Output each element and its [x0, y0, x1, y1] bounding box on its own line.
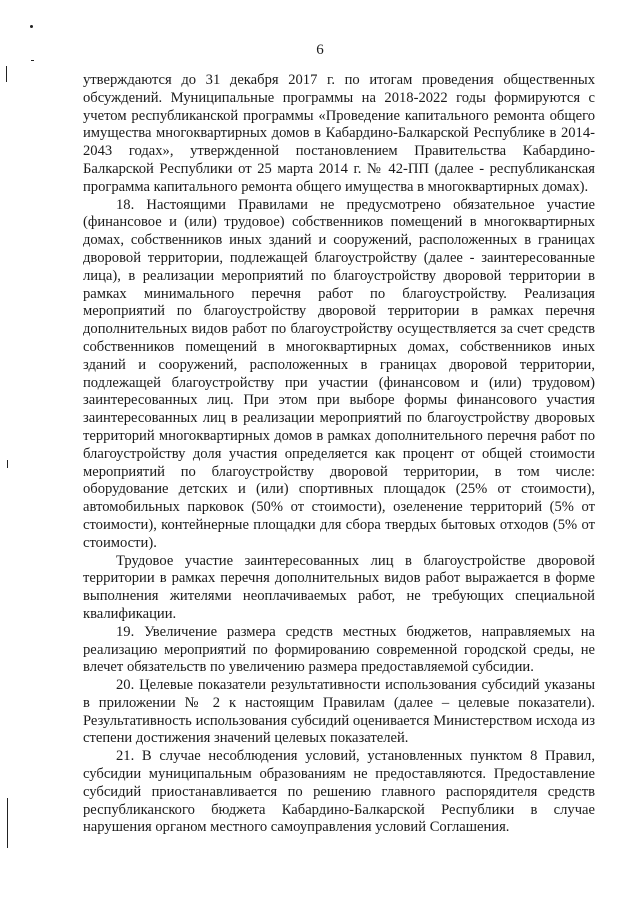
paragraph-19: 19. Увеличение размера средств местных бюджетов, направляемых на реализацию мероприятий по формированию современной городской среды, не влечет обязательств по увеличению размера предоставляемой субсидии.	[83, 623, 595, 676]
scan-mark-bar	[6, 66, 7, 82]
paragraph-labor-participation: Трудовое участие заинтересованных лиц в благоустройстве дворовой территории в рамках перечня дополнительных видов работ выражается в форме выполнения жителями неоплачиваемых работ, не требующих специальной квалификации.	[83, 552, 595, 622]
scan-mark-tick	[7, 460, 8, 468]
paragraph-18: 18. Настоящими Правилами не предусмотрено обязательное участие (финансовое и (или) трудовое) собственников помещений в многоквартирных домах, собственников иных зданий и сооружений, расположенных в границах дворовой территории, подлежащей благоустройству (далее - заинтересованные лица), в реализации мероприятий по благоустройству дворовой территории в рамках минимального перечня работ по благоустройству. Реализация мероприятий по благоустройству дворовой территории в рамках перечня дополнительных видов работ по благоустройству осуществляется за счет средств собственников помещений в многоквартирных домах, собственников иных зданий и сооружений, расположенных в границах дворовой территории, подлежащей благоустройству при участии (финансовом и (или) трудовом) заинтересованных лиц. При этом при выборе формы финансового участия заинтересованных лиц в реализации мероприятий по благоустройству дворовых территорий многоквартирных домов в рамках дополнительного перечня работ по благоустройству доля участия определяется как процент от общей стоимости мероприятий по благоустройству дворовой территории, в том числе: оборудование детских и (или) спортивных площадок (25% от стоимости), автомобильных парковок (50% от стоимости), озеленение территорий (5% от стоимости), контейнерные площадки для сбора твердых бытовых отходов (5% от стоимости).	[83, 196, 595, 551]
paragraph-20: 20. Целевые показатели результативности использования субсидий указаны в приложении № 2 к настоящим Правилам (далее – целевые показатели). Результативность использования субсидий оценивается Министерством исхода из степени достижения значений целевых показателей.	[83, 677, 595, 747]
page-number: 6	[316, 42, 324, 58]
paragraph-continuation: утверждаются до 31 декабря 2017 г. по итогам проведения общественных обсуждений. Муниципальные программы на 2018-2022 годы формируются с учетом республиканской программы «Проведение капитального ремонта общего имущества многоквартирных домов в Кабардино-Балкарской Республике в 2014-2043 годах», утвержденной постановлением Правительства Кабардино-Балкарской Республики от 25 марта 2014 г. № 42-ПП (далее - республиканская программа капитального ремонта общего имущества в многоквартирных домах).	[83, 72, 595, 195]
paragraph-21: 21. В случае несоблюдения условий, установленных пунктом 8 Правил, субсидии муниципальным образованиям не предоставляются. Предоставление субсидий приостанавливается по решению главного распорядителя средств республиканского бюджета Кабардино-Балкарской Республики в случае нарушения органом местного самоуправления условий Соглашения.	[83, 748, 595, 836]
scan-mark-dot	[30, 25, 33, 28]
document-body	[83, 72, 595, 837]
scan-mark-dash	[31, 60, 34, 61]
scan-mark-edge	[7, 798, 8, 848]
